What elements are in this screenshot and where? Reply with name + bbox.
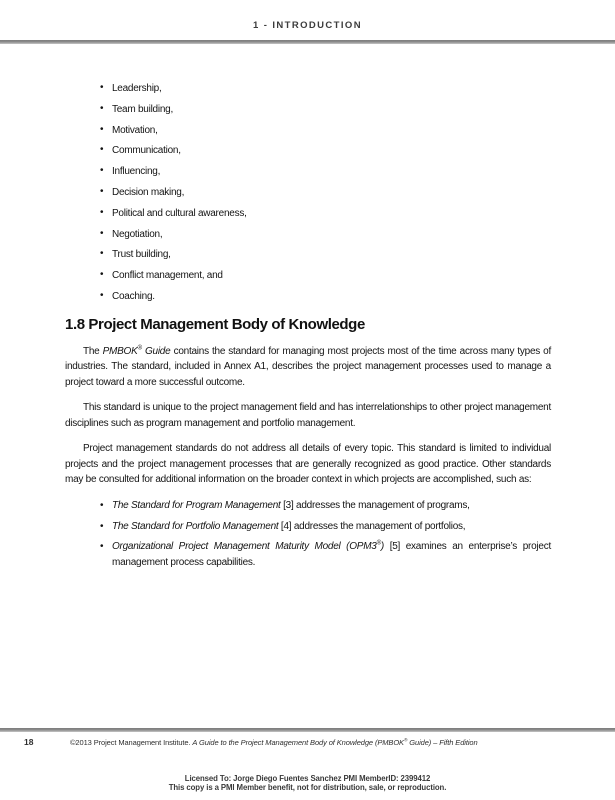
list-item: • Leadership, [65,84,551,95]
standards-list [65,498,551,570]
chapter-header: 1 - INTRODUCTION [253,20,362,31]
section-heading: 1.8 Project Management Body of Knowledge [65,316,365,334]
list-item: • Conflict management, and [65,271,551,282]
header-rule [0,40,615,44]
list-item: • Influencing, [65,167,551,178]
license-line: This copy is a PMI Member benefit, not for distribution, sale, or reproduction. [168,782,447,792]
page-number: 18 [24,737,34,747]
copyright-line: ©2013 Project Management Institute. A Guide to the Project Management Body of Knowledge (PMBOK® Guide) – Fifth Edition [70,737,478,747]
list-item: • Organizational Project Management Maturity Model (OPM3®) [5] examines an enterprise’s project management process capabilities. [65,539,551,570]
footer-rule [0,728,615,732]
list-item: • The Standard for Program Management [3] addresses the management of programs, [65,498,551,513]
paragraph: Project management standards do not address all details of every topic. This standard is limited to individual projects and the project management processes that are generally recognized as good practice. Other standards may be consulted for additional information on the broader context in which projects are accomplished, such as: [65,443,551,486]
list-item: • Communication, [65,146,551,157]
list-item: • Trust building, [65,250,551,261]
license-line: Licensed To: Jorge Diego Fuentes Sanchez PMI MemberID: 2399412 [184,774,431,783]
paragraph: The PMBOK® Guide contains the standard for managing most projects most of the time across many types of industries. The standard, included in Annex A1, describes the project management processes used to manage a project toward a more successful outcome. [65,344,551,388]
list-item: • Negotiation, [65,230,551,241]
list-item: • Team building, [65,105,551,116]
list-item: • Decision making, [65,188,551,199]
list-item: • Motivation, [65,126,551,137]
page-content [65,84,551,576]
list-item: • Coaching. [65,292,551,303]
soft-skills-list [65,84,551,302]
paragraph: This standard is unique to the project management field and has interrelationships to other project management disciplines such as program management and portfolio management. [65,402,551,429]
list-item: • Political and cultural awareness, [65,209,551,220]
license-notice [0,775,615,793]
list-item: • The Standard for Portfolio Management [4] addresses the management of portfolios, [65,519,551,534]
